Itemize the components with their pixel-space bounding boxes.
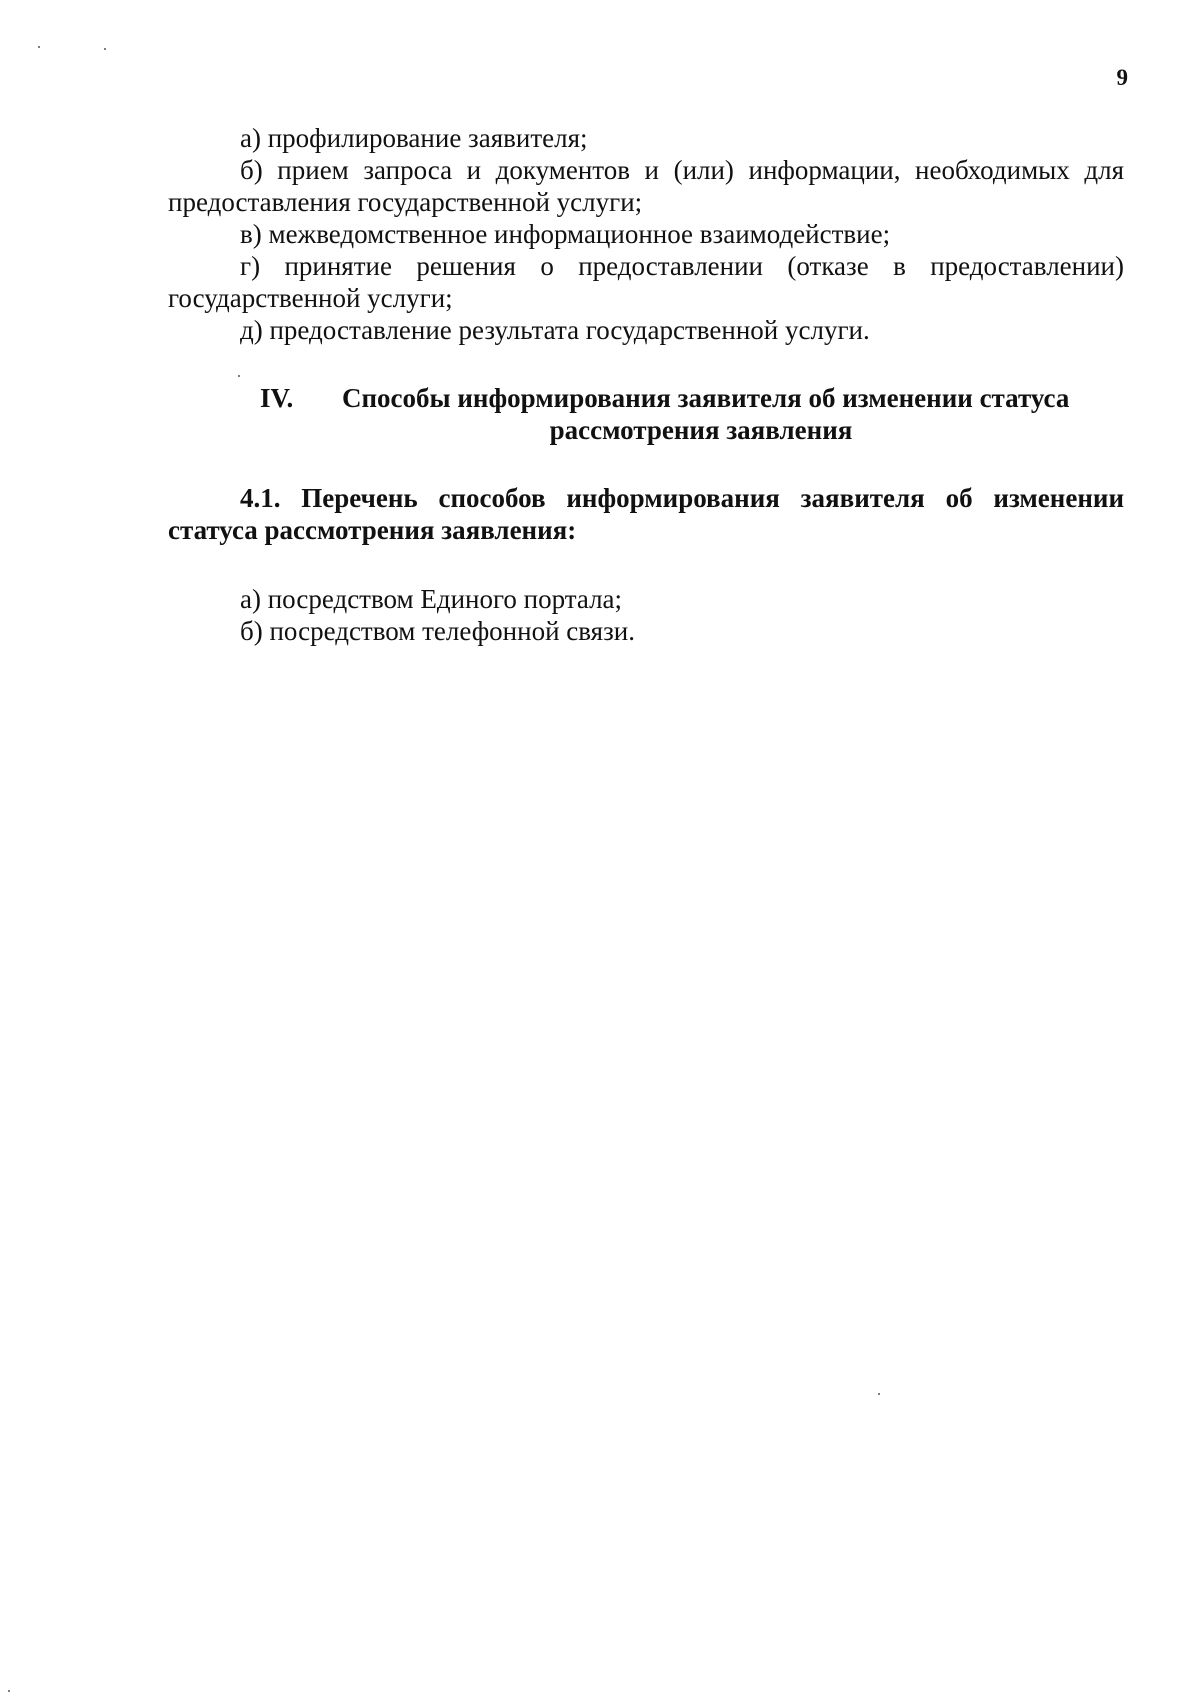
list-item: б) прием запроса и документов и (или) информации, необходимых для предоставления государственной услуги; (168, 155, 1124, 217)
list-item: г) принятие решения о предоставлении (отказе в предоставлении) государственной услуги; (168, 251, 1124, 313)
scan-speck (104, 48, 106, 50)
section-title-line-2: рассмотрения заявления (549, 415, 853, 445)
list-item: а) профилирование заявителя; (240, 123, 588, 153)
list-item: а) посредством Единого портала; (240, 584, 623, 614)
list-item: д) предоставление результата государственной услуги. (240, 315, 870, 345)
list-item: б) посредством телефонной связи. (240, 616, 635, 646)
subsection-heading-text: 4.1. Перечень способов информирования заявителя об изменении статуса рассмотрения заявления: (168, 483, 1124, 545)
section-title-line-1: Способы информирования заявителя об изменении статуса (342, 383, 1070, 413)
scan-speck (878, 1393, 880, 1395)
scan-speck (238, 375, 240, 377)
notification-methods-list (168, 583, 1124, 647)
list-item: в) межведомственное информационное взаимодействие; (240, 219, 891, 249)
scan-speck (8, 1690, 10, 1692)
section-number: IV. (260, 383, 294, 413)
procedure-list (168, 122, 1124, 346)
scan-speck (38, 46, 40, 48)
page-number: 9 (1116, 65, 1128, 90)
section-heading (168, 382, 1124, 446)
subsection-heading (168, 482, 1124, 546)
